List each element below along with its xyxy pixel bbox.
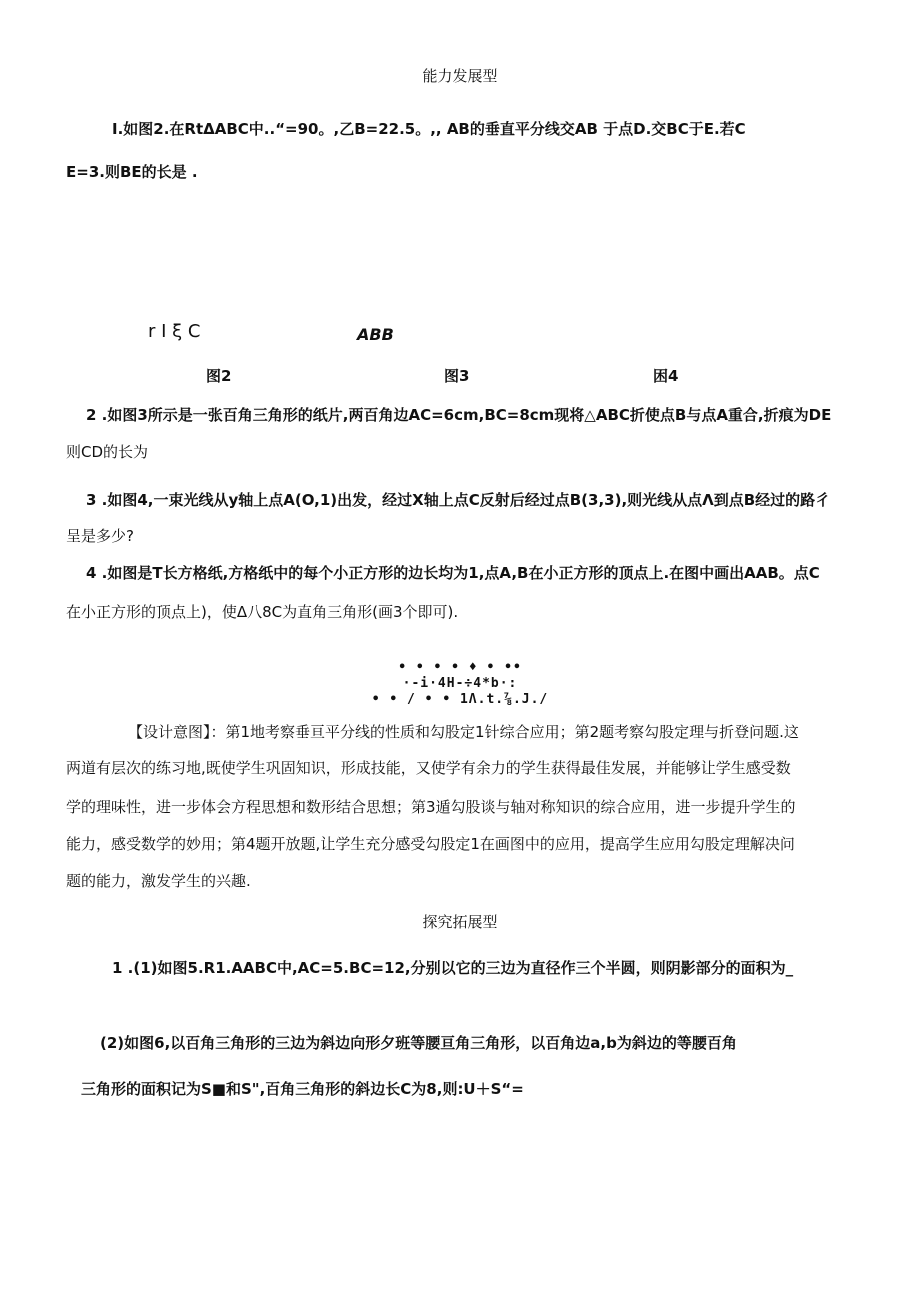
design-intent-line-1: 【设计意图】：第1地考察垂亘平分线的性质和勾股定1针综合应用；第2题考察勾股定理与折登问题.这 [128,723,799,741]
question-4-line-2: 在小正方形的顶点上)，使Δ八8C为直角三角形(画3个即可). [66,603,459,621]
question-4-line-1: 4 .如图是T长方格纸,方格纸中的每个小正方形的边长均为1,点A,B在小正方形的顶点上.在图中画出AAB。点C [86,564,820,582]
figure-3-caption: 图3 [444,367,470,385]
exercise-1-line-3: 三角形的面积记为S■和S",百角三角形的斜边长C为8,则:U＋S“= [81,1080,524,1098]
section-title-ability: 能力发展型 [422,67,498,85]
question-1-line-1: I.如图2.在RtΔABC中..“=90。,乙B=22.5。,, AB的垂直平分线交AB 于点D.交BC于E.若C [112,120,746,138]
section-title-explore: 探究拓展型 [422,913,498,931]
scan-noise-row-2: ·-i·4H-÷4*b·: [402,676,518,691]
question-3-line-1: 3 .如图4,一束光线从y轴上点A(O,1)出发，经过X轴上点C反射后经过点B(3,3),则光线从点Λ到点B经过的路彳 [86,491,831,509]
question-1-line-2: E=3.则BE的长是 . [66,163,198,181]
question-3-line-2: 呈是多少? [66,527,134,545]
exercise-1-line-2: (2)如图6,以百角三角形的三边为斜边向形夕班等腰亘角三角形，以百角边a,b为斜边的等腰百角 [100,1034,737,1052]
question-2-line-1: 2 .如图3所示是一张百角三角形的纸片,两百角边AC=6cm,BC=8cm现将△ABC折使点B与点A重合,折痕为DE [86,406,832,424]
design-intent-line-5: 题的能力，激发学生的兴趣. [66,872,251,890]
figure-2-caption: 图2 [206,367,232,385]
design-intent-line-3: 学的理味性，进一步体会方程思想和数形结合思想；第3遁勾股谈与轴对称知识的综合应用，进一步提升学生的 [66,798,796,816]
scan-noise-row-1: • • • • ♦ • •• [398,660,522,675]
question-2-line-2: 则CD的长为 [66,443,149,461]
figure-4-caption: 困4 [653,367,679,385]
design-intent-line-2: 两道有层次的练习地,既使学生巩固知识，形成技能，又使学有余力的学生获得最佳发展，并能够让学生感受数 [66,759,791,777]
scan-noise-row-3: • • / • • 1Λ.t.⅞.J./ [371,692,549,707]
exercise-1-line-1: 1 .(1)如图5.R1.AABC中,AC=5.BC=12,分别以它的三边为直径作三个半圆，则阴影部分的面积为_ [112,959,794,977]
figure-residue-left: r I ξ C [148,321,201,342]
design-intent-line-4: 能力，感受数学的妙用；第4题开放题,让学生充分感受勾股定1在画图中的应用，提高学生应用勾股定理解决问 [66,835,795,853]
figure-residue-middle: ABB [357,325,394,344]
